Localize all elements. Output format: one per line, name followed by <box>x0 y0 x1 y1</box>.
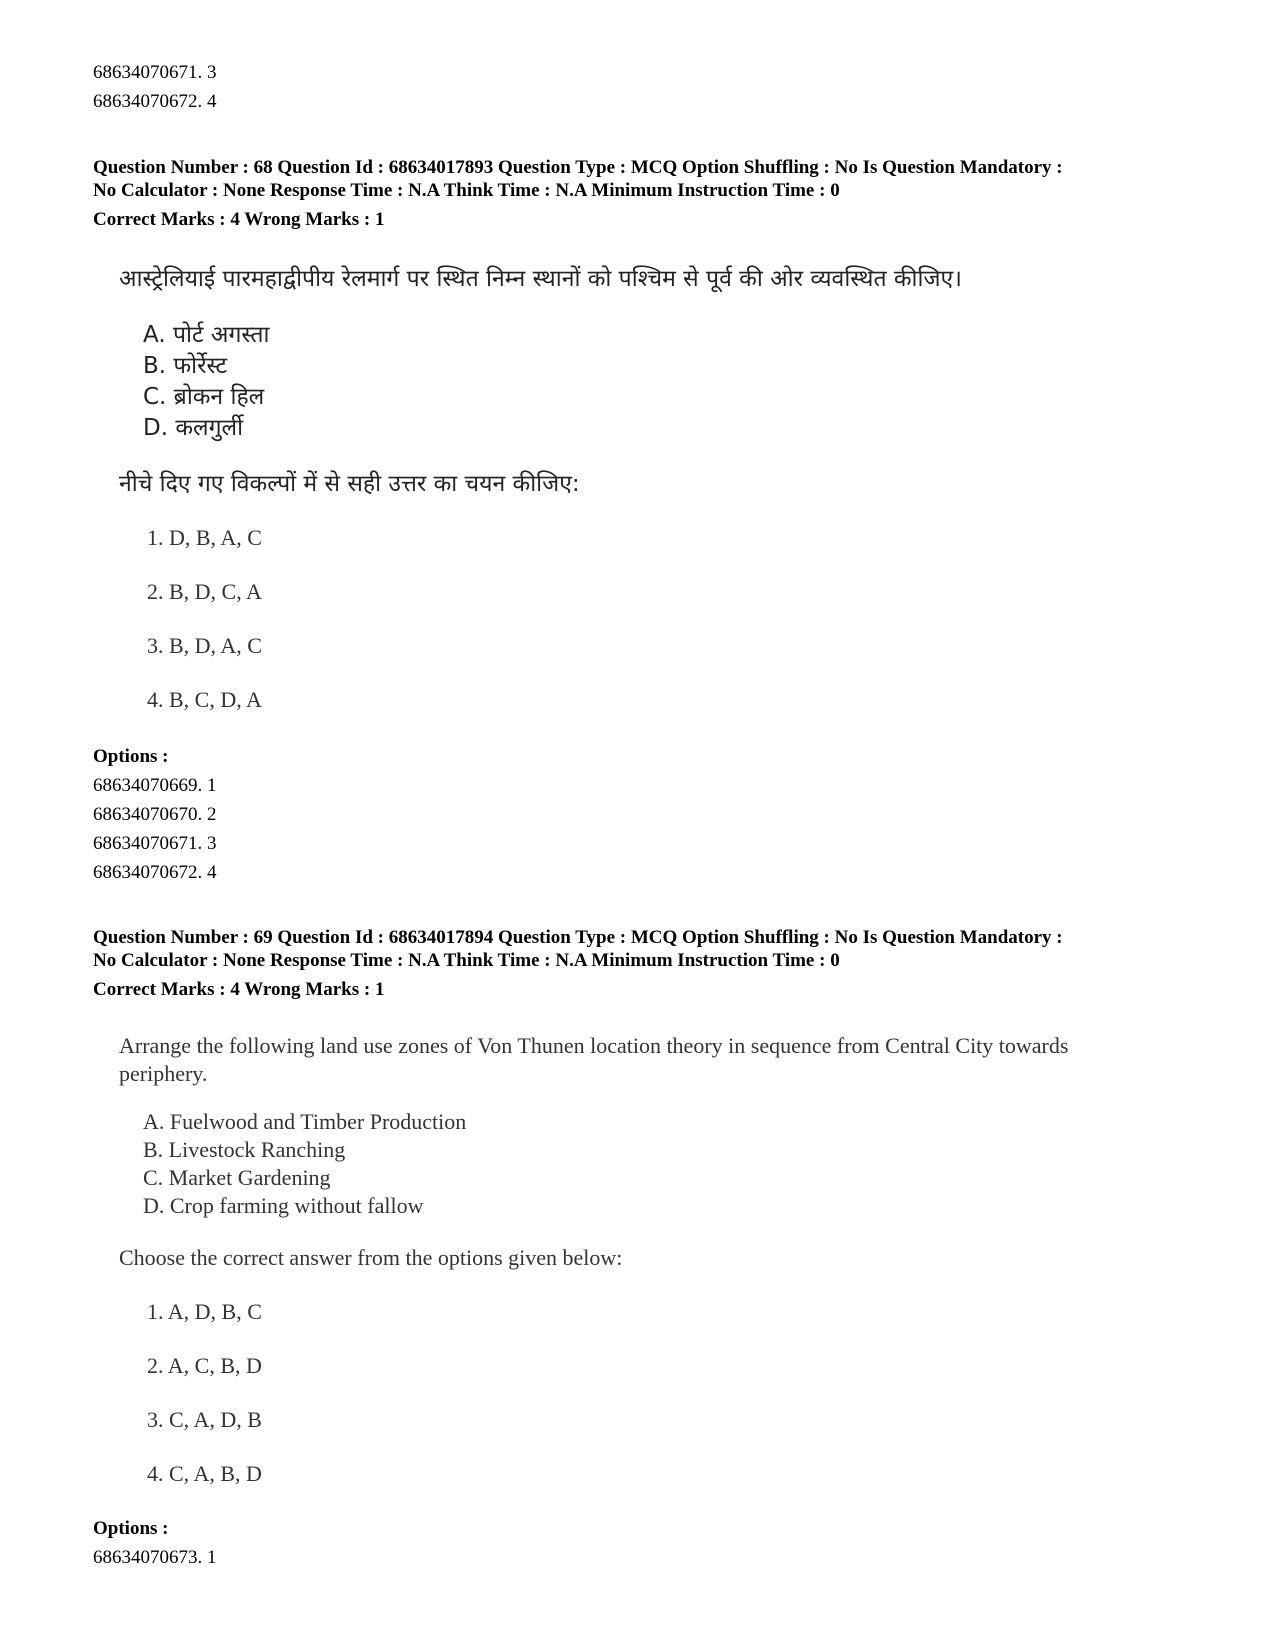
answer-choice: 4. C, A, B, D <box>147 1461 262 1486</box>
answer-choice: 2. B, D, C, A <box>147 579 262 604</box>
answer-choice: 4. B, C, D, A <box>147 687 262 712</box>
question-text: Arrange the following land use zones of Von Thunen location theory in sequence from Central City towards periphery. <box>119 1033 1069 1086</box>
question-item: C. ब्रोकन हिल <box>143 384 265 410</box>
question-item: B. फोर्रेस्ट <box>143 353 228 379</box>
answer-choice: 3. C, A, D, B <box>147 1407 262 1432</box>
question-header: No Calculator : None Response Time : N.A Think Time : N.A Minimum Instruction Time : 0 <box>93 950 840 971</box>
answer-choice: 1. A, D, B, C <box>147 1299 262 1324</box>
answer-choice: 3. B, D, A, C <box>147 633 262 658</box>
question-instruction: नीचे दिए गए विकल्पों में से सही उत्तर का चयन कीजिए: <box>119 471 580 497</box>
option-line: 68634070672. 4 <box>93 862 217 883</box>
question-item: D. कलगुर्ली <box>143 415 244 441</box>
question-item: A. Fuelwood and Timber Production <box>143 1109 467 1134</box>
question-header: Question Number : 69 Question Id : 68634017894 Question Type : MCQ Option Shuffling : No Is Question Mandatory : <box>93 927 1063 948</box>
question-marks: Correct Marks : 4 Wrong Marks : 1 <box>93 979 385 1000</box>
question-text: आस्ट्रेलियाई पारमहाद्वीपीय रेलमार्ग पर स्थित निम्न स्थानों को पश्चिम से पूर्व की ओर व्यवस्थित कीजिए। <box>119 266 962 292</box>
option-line: 68634070673. 1 <box>93 1547 217 1568</box>
question-instruction: Choose the correct answer from the options given below: <box>119 1245 623 1270</box>
question-header: Question Number : 68 Question Id : 68634017893 Question Type : MCQ Option Shuffling : No Is Question Mandatory : <box>93 157 1063 178</box>
question-item: C. Market Gardening <box>143 1165 331 1190</box>
option-line: 68634070670. 2 <box>93 804 217 825</box>
option-line: 68634070671. 3 <box>93 833 217 854</box>
question-item: D. Crop farming without fallow <box>143 1193 424 1218</box>
question-item: A. पोर्ट अगस्ता <box>143 322 270 348</box>
options-label: Options : <box>93 746 169 767</box>
option-line: 68634070671. 3 <box>93 62 217 83</box>
option-line: 68634070672. 4 <box>93 91 217 112</box>
question-header: No Calculator : None Response Time : N.A Think Time : N.A Minimum Instruction Time : 0 <box>93 180 840 201</box>
question-item: B. Livestock Ranching <box>143 1137 346 1162</box>
answer-choice: 2. A, C, B, D <box>147 1353 262 1378</box>
options-label: Options : <box>93 1518 169 1539</box>
question-marks: Correct Marks : 4 Wrong Marks : 1 <box>93 209 385 230</box>
answer-choice: 1. D, B, A, C <box>147 525 262 550</box>
option-line: 68634070669. 1 <box>93 775 217 796</box>
